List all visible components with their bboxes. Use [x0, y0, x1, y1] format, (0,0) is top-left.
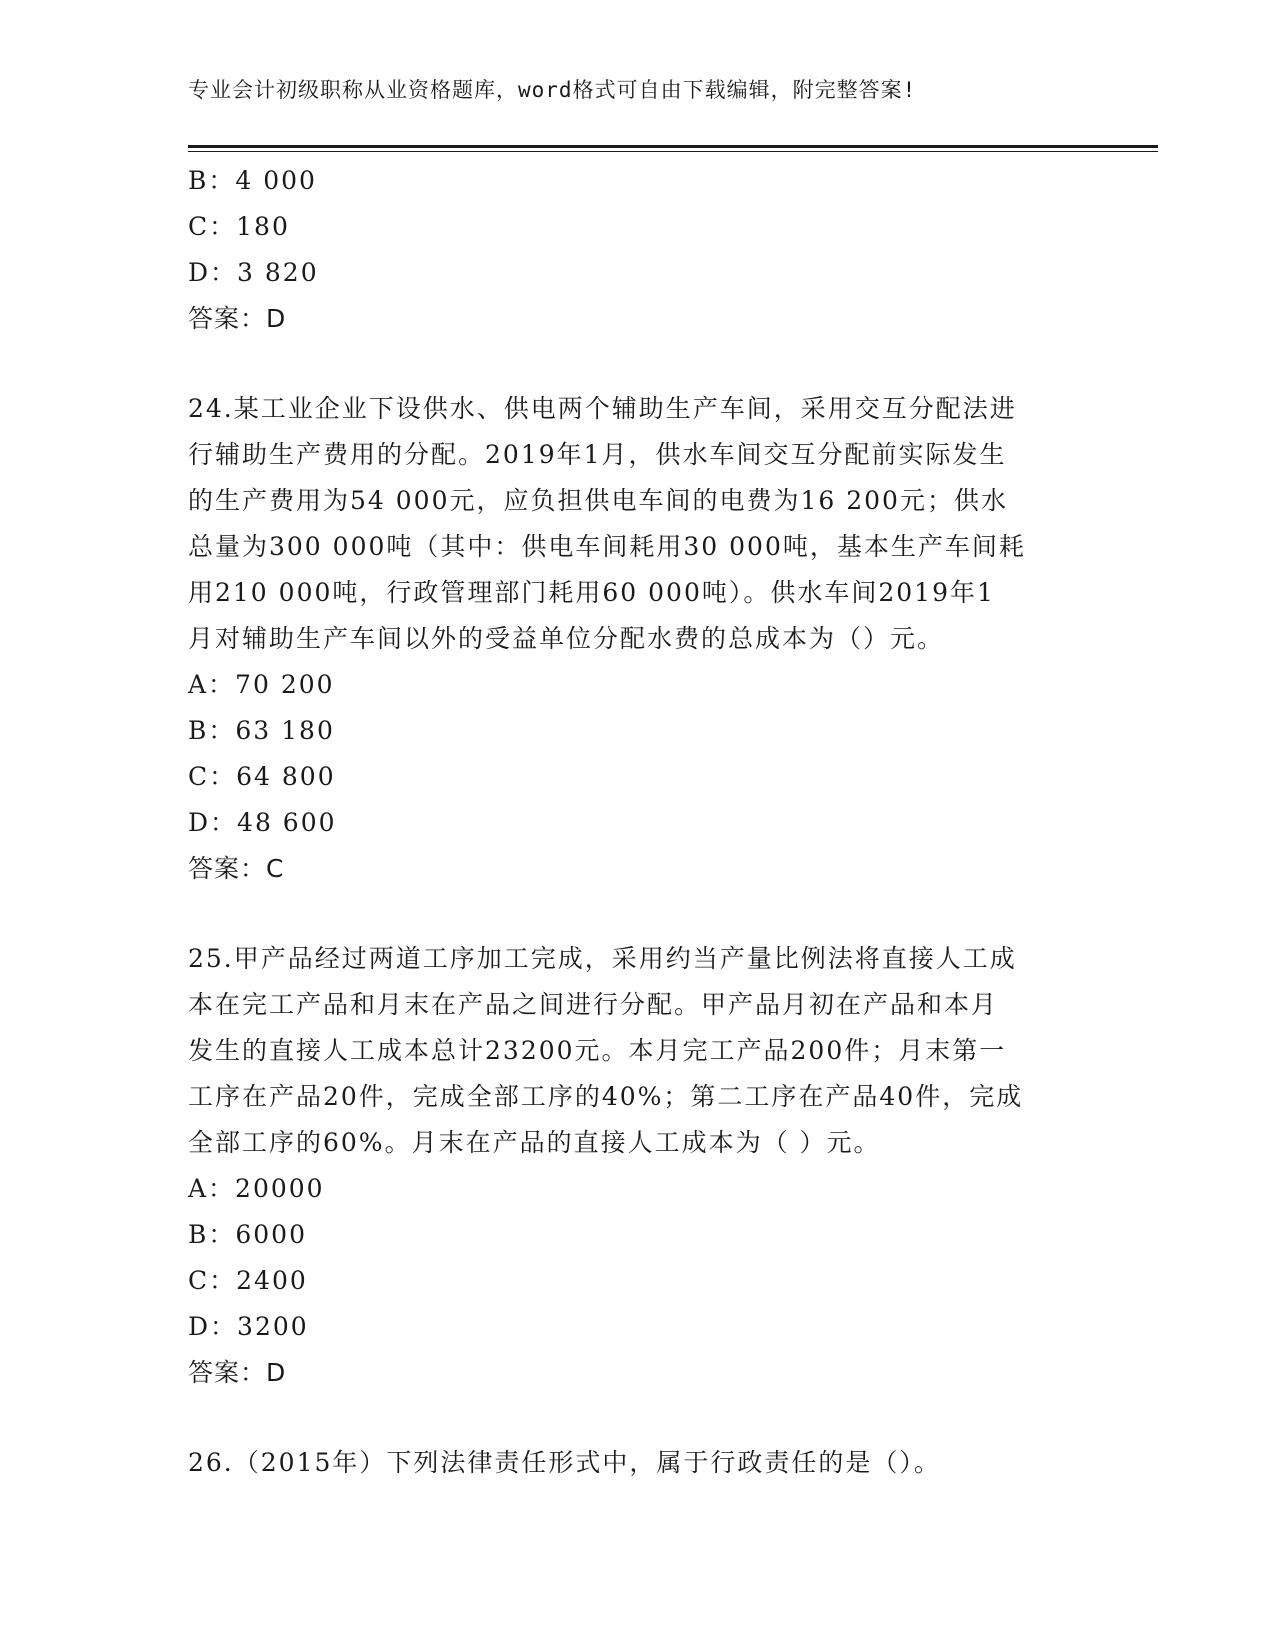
option-a: A：20000 [188, 1174, 325, 1203]
question-text-line: 26.（2015年）下列法律责任形式中，属于行政责任的是（）。 [188, 1448, 941, 1477]
spacer [188, 342, 1088, 386]
question-25 [188, 936, 1088, 1396]
option-d: D：3 820 [188, 258, 319, 287]
question-24 [188, 386, 1088, 892]
option-b: B：4 000 [188, 166, 317, 195]
option-d: D：3200 [188, 1312, 309, 1341]
question-text-line: 总量为300 000吨（其中：供电车间耗用30 000吨，基本生产车间耗 [188, 532, 1026, 561]
option-b: B：63 180 [188, 716, 335, 745]
page-header: 专业会计初级职称从业资格题库，word格式可自由下载编辑，附完整答案! [188, 78, 917, 102]
question-text-line: 的生产费用为54 000元，应负担供电车间的电费为16 200元；供水 [188, 486, 1008, 515]
option-b: B：6000 [188, 1220, 307, 1249]
question-text-line: 发生的直接人工成本总计23200元。本月完工产品200件；月末第一 [188, 1036, 1007, 1065]
question-text-line: 用210 000吨，行政管理部门耗用60 000吨）。供水车间2019年1 [188, 578, 995, 607]
question-text-line: 24.某工业企业下设供水、供电两个辅助生产车间，采用交互分配法进 [188, 394, 1017, 423]
question-text-line: 工序在产品20件，完成全部工序的40%；第二工序在产品40件，完成 [188, 1082, 1024, 1111]
answer: 答案：C [188, 854, 285, 883]
question-26 [188, 1440, 1088, 1486]
option-c: C：64 800 [188, 762, 336, 791]
option-c: C：2400 [188, 1266, 308, 1295]
answer: 答案：D [188, 304, 287, 333]
question-text-line: 25.甲产品经过两道工序加工完成，采用约当产量比例法将直接人工成 [188, 944, 1017, 973]
header-rule-thick [188, 145, 1158, 148]
spacer [188, 892, 1088, 936]
question-text-line: 本在完工产品和月末在产品之间进行分配。甲产品月初在产品和本月 [188, 990, 999, 1019]
header-rule-thin [188, 151, 1158, 152]
question-text-line: 全部工序的60%。月末在产品的直接人工成本为（ ）元。 [188, 1128, 881, 1157]
answer: 答案：D [188, 1358, 287, 1387]
option-a: A：70 200 [188, 670, 335, 699]
spacer [188, 1396, 1088, 1440]
document-content [188, 158, 1088, 1486]
question-23-tail [188, 158, 1088, 342]
question-text-line: 月对辅助生产车间以外的受益单位分配水费的总成本为（）元。 [188, 624, 945, 653]
option-d: D：48 600 [188, 808, 337, 837]
question-text-line: 行辅助生产费用的分配。2019年1月，供水车间交互分配前实际发生 [188, 440, 1007, 469]
option-c: C：180 [188, 212, 290, 241]
